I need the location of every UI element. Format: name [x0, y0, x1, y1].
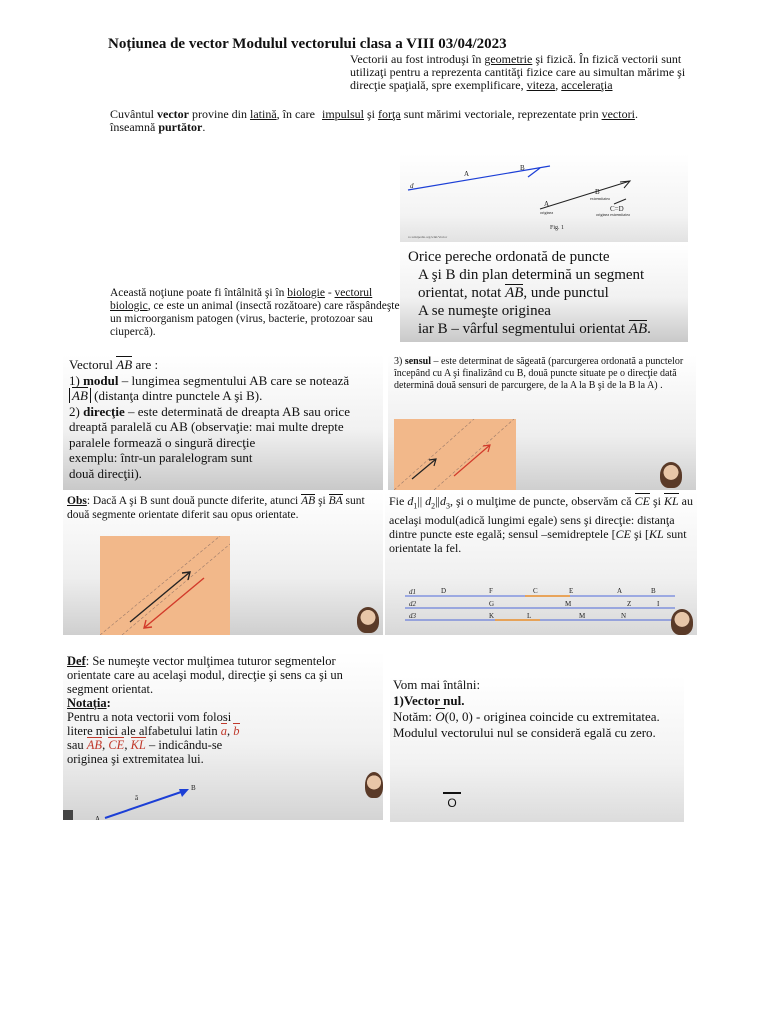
notation-heading: Notaţia: — [67, 696, 111, 710]
figure-caption: Fig. 1 — [550, 225, 565, 231]
point-N: N — [621, 612, 627, 620]
point-Z: Z — [627, 600, 632, 608]
direction-illustration — [394, 419, 516, 490]
presenter-avatar-4 — [365, 772, 383, 798]
link-biologie[interactable]: biologie — [287, 287, 325, 299]
ordered-pair-line-3: orientat, notat AB, unde punctul — [418, 285, 609, 301]
null-vector-heading: 1)Vector nul. — [393, 693, 465, 708]
line-d — [408, 166, 550, 190]
ordered-pair-text — [408, 248, 688, 338]
point-K: K — [489, 612, 495, 620]
intro-right-text-1: Vectorii au fost introduşi în — [350, 52, 485, 66]
link-forta[interactable]: forţa — [378, 107, 401, 121]
point-L: L — [527, 612, 532, 620]
link-vectori[interactable]: vectori — [601, 107, 635, 121]
intro-right-text-3: sunt mărimi vectoriale, reprezentate prin — [400, 107, 602, 121]
obs-panel — [63, 492, 383, 635]
vector-ab-notation: AB — [505, 285, 524, 301]
vector-properties-line-2: 1) modul – lungimea segmentului AB care se notează — [69, 372, 350, 388]
presenter-avatar-1 — [660, 462, 682, 488]
parallel-lines-diagram — [385, 580, 697, 630]
label-line-d2: d2 — [409, 600, 416, 608]
point-F: F — [489, 587, 493, 595]
direction-sense-text: 3) sensul – este determinat de săgeată (parcurgerea ordonată a punctelor începând cu A şi finalizând cu B, două puncte situate pe o direcţie dată determină două sensuri de parcurgere, de la A la B şi de la B la A) . — [394, 356, 684, 391]
vector-properties-line-3: AB (distanţa dintre punctele A şi B). — [69, 388, 381, 404]
page-title: Noțiunea de vector Modulul vectorului clasa a VIII 03/04/2023 — [108, 36, 507, 52]
link-acceleratia[interactable]: acceleraţia — [561, 78, 613, 92]
vector-properties-line-5: exemplu: într-un paralelogram sunt — [69, 450, 253, 465]
null-vector-panel — [390, 676, 684, 822]
intro-left-text-3: , în care înseamnă — [110, 107, 315, 134]
obs-text: Obs: Dacă A şi B sunt două puncte diferite, atunci AB şi BA sunt două segmente orientate diferit sau opus orientate. — [67, 495, 365, 521]
label-line-d3: d3 — [409, 612, 416, 620]
null-vector-bar — [443, 792, 461, 794]
presenter-avatar-2 — [357, 607, 379, 633]
ordered-pair-line-2: A şi B din plan determină un segment — [418, 267, 645, 283]
label-a2: A — [544, 200, 550, 208]
label-c-d: C=D — [610, 205, 624, 213]
ordered-pair-line-5: iar B – vârful segmentului orientat AB. — [418, 321, 651, 337]
figure-1-diagram — [400, 154, 688, 242]
video-control[interactable] — [63, 810, 73, 820]
null-vector-text — [393, 677, 683, 741]
ordered-pair-line-1: Orice pereche ordonată de puncte — [408, 249, 610, 265]
point-G: G — [489, 600, 495, 608]
point-D: D — [441, 587, 447, 595]
intro-left-text-1: Cuvântul — [110, 107, 157, 121]
point-I: I — [657, 600, 660, 608]
intro-right-text-2: şi fizică. În fizică vectorii sunt utilizaţi pentru a reprezenta cantităţi fizice care au simultan mărime şi direcţie spaţială, spre exemplificare, — [350, 52, 686, 92]
word-purtator: purtător — [158, 120, 203, 134]
definition-panel — [63, 652, 383, 823]
label-extremitatea: extremitatea — [590, 196, 610, 201]
figure-1-panel — [400, 154, 688, 242]
intro-right-si: şi — [364, 107, 379, 121]
parallel-lines-text: Fie $d_1||$ $d_2||d_3$, şi o mulţime de puncte, observăm că CE şi KL au acelaşi modul(adică lungimi egale) sens şi direcţie: distanţa dintre puncte este egală; sensul –semidreptele [CE şi [KL sunt orientate la fel. — [389, 494, 693, 556]
notation-line-2: litere mici ale alfabetului latin a, b — [67, 724, 240, 738]
intro-left-text-2: provine din — [188, 107, 250, 121]
word-vector: vector — [157, 107, 189, 121]
vector-a-arrow — [105, 790, 187, 818]
null-vector-mark — [614, 199, 626, 204]
definition-line: Def: Se numeşte vector mulţimea tuturor segmentelor orientate care au acelaşi modul, direcţie şi sens ca şi un segment orientat. — [67, 654, 343, 696]
link-viteza[interactable]: viteza — [526, 78, 556, 92]
point-E: E — [569, 587, 574, 595]
black-arrow-1 — [412, 459, 436, 479]
label-b2: B — [595, 188, 600, 196]
label-originea-extremitatea: originea extremitatea — [596, 212, 630, 217]
point-M: M — [565, 600, 572, 608]
notation-line-3: sau AB, CE, KL – indicându-se — [67, 738, 223, 752]
point-C: C — [533, 587, 538, 595]
biology-paragraph: Această noţiune poate fi întâlnită şi în biologie - vectorul biologic, ce este un animal (insectă rozătoare) care răspândeşte un microorganism patogen (virus, bacterie, protozoar sau ciupercă). — [110, 287, 400, 338]
intro-right-comma: , — [555, 78, 562, 92]
point-A: A — [617, 587, 623, 595]
intro-right-paragraph-2 — [322, 108, 682, 121]
vector-a-end: B — [191, 784, 196, 792]
ordered-pair-line-4: A se numeşte originea — [418, 303, 551, 319]
null-vector-line-3: Notăm: O(0, 0) - originea coincide cu extremitatea. — [393, 709, 660, 724]
label-d: d — [410, 182, 414, 190]
vector-a-diagram — [63, 774, 383, 823]
parallel-lines-panel — [385, 492, 697, 635]
null-vector-line-1: Vom mai întâlni: — [393, 677, 481, 692]
intro-right-paragraph — [350, 53, 690, 92]
notation-line-1: Pentru a nota vectorii vom folosi — [67, 710, 232, 724]
definition-text — [67, 654, 379, 766]
point-M2: M — [579, 612, 586, 620]
vector-properties-line-6: două direcţii). — [69, 465, 142, 481]
intro-left-dot: . — [202, 120, 206, 134]
vector-properties-line-4: 2) direcţie – este determinată de dreapta AB sau orice dreaptă paralelă cu AB (observaţie: mai multe drepte paralele formează o singură direcţie — [69, 403, 350, 450]
intro-left-paragraph — [110, 108, 350, 134]
null-vector-line-4: Modulul vectorului nul se consideră egală cu zero. — [393, 725, 656, 740]
ordered-pair-panel — [400, 244, 688, 342]
red-arrow-1 — [454, 445, 490, 476]
vector-properties-text — [69, 357, 381, 481]
label-line-d1: d1 — [409, 588, 416, 596]
null-vector-symbol: O — [442, 792, 462, 810]
label-originea: originea — [540, 210, 554, 215]
label-b: B — [520, 164, 525, 172]
obs-illustration — [100, 536, 230, 635]
figure-source: ro.wikipedia.org/wiki/Vector — [408, 235, 448, 239]
vector-properties-line-1: Vectorul AB are : — [69, 357, 159, 372]
intro-right-dot: . — [634, 107, 638, 121]
label-a: A — [464, 170, 470, 178]
vector-a-origin: A — [95, 815, 101, 823]
link-geometrie[interactable]: geometrie — [484, 52, 533, 66]
vector-ab-notation-2: AB — [628, 321, 648, 337]
vector-properties-panel — [63, 355, 383, 490]
notation-line-4: originea şi extremitatea lui. — [67, 752, 204, 766]
presenter-avatar-3 — [671, 609, 693, 635]
vector-a-label: ā — [135, 794, 139, 802]
link-impulsul[interactable]: impulsul — [322, 107, 365, 121]
point-B: B — [651, 587, 656, 595]
obs-illustration-svg — [100, 536, 230, 635]
direction-illustration-svg — [394, 419, 516, 490]
link-vectorul-biologic[interactable]: vectorul biologic — [110, 287, 373, 312]
direction-sense-panel — [388, 355, 696, 490]
link-latina[interactable]: latină — [249, 107, 277, 121]
